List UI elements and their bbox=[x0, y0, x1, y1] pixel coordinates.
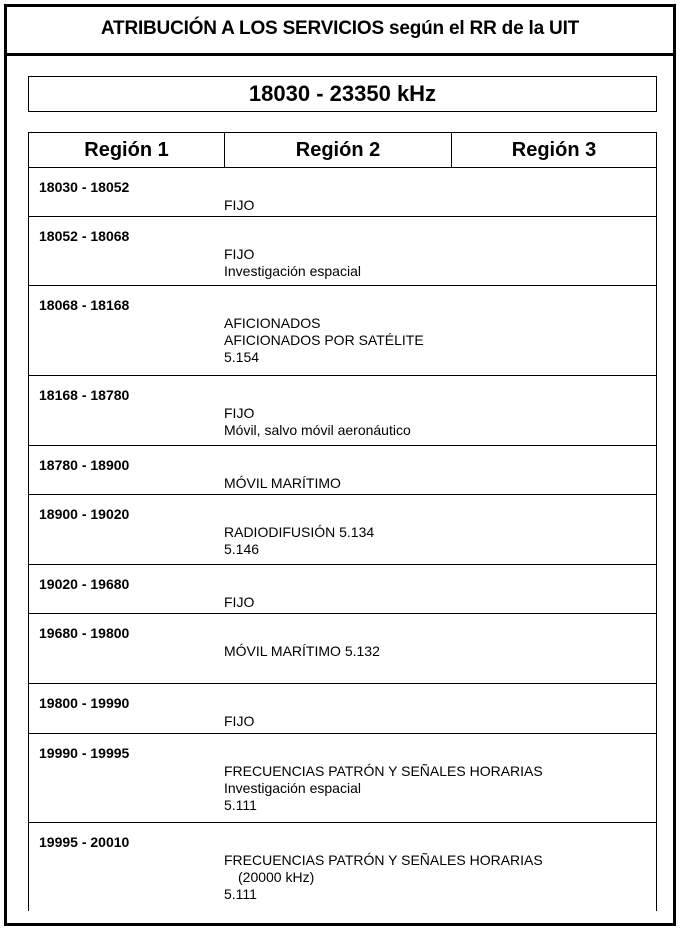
service-list bbox=[224, 475, 341, 492]
service-entry: (20000 kHz) bbox=[238, 869, 315, 885]
frequency-range: 18068 - 18168 bbox=[39, 297, 130, 313]
service-entry: Investigación espacial bbox=[224, 780, 361, 796]
service-entry: FIJO bbox=[224, 713, 255, 729]
column-header-region-2: Región 2 bbox=[225, 133, 452, 167]
service-entry: 5.146 bbox=[224, 541, 260, 557]
table-row bbox=[29, 495, 656, 565]
table-row bbox=[29, 286, 656, 376]
service-entry: FIJO bbox=[224, 197, 255, 213]
frequency-range: 19990 - 19995 bbox=[39, 745, 130, 761]
table-row bbox=[29, 734, 656, 823]
service-entry: FIJO bbox=[224, 405, 255, 421]
service-entry: MÓVIL MARÍTIMO 5.132 bbox=[224, 643, 380, 659]
table-row bbox=[29, 614, 656, 684]
table-header bbox=[29, 133, 656, 168]
service-list bbox=[224, 643, 380, 660]
page-title: ATRIBUCIÓN A LOS SERVICIOS según el RR de la UIT bbox=[4, 4, 676, 56]
frequency-range: 18900 - 19020 bbox=[39, 506, 130, 522]
frequency-range: 18052 - 18068 bbox=[39, 228, 130, 244]
service-entry: Investigación espacial bbox=[224, 263, 361, 279]
table-row bbox=[29, 823, 656, 911]
table-row bbox=[29, 376, 656, 446]
frequency-range: 19995 - 20010 bbox=[39, 834, 130, 850]
frequency-range: 19020 - 19680 bbox=[39, 576, 130, 592]
service-entry: FIJO bbox=[224, 246, 255, 262]
table-row bbox=[29, 168, 656, 217]
table-row bbox=[29, 684, 656, 734]
column-header-region-1: Región 1 bbox=[29, 133, 225, 167]
service-entry: 5.111 bbox=[224, 797, 257, 813]
service-entry: AFICIONADOS bbox=[224, 315, 321, 331]
service-list bbox=[224, 197, 254, 214]
service-entry: FIJO bbox=[224, 594, 255, 610]
service-entry: AFICIONADOS POR SATÉLITE bbox=[224, 332, 424, 348]
service-list bbox=[224, 852, 543, 903]
frequency-range: 18030 - 18052 bbox=[39, 179, 130, 195]
service-list bbox=[224, 405, 411, 439]
allocation-table bbox=[28, 132, 657, 911]
service-entry: RADIODIFUSIÓN 5.134 bbox=[224, 524, 375, 540]
frequency-range: 18168 - 18780 bbox=[39, 387, 130, 403]
table-row bbox=[29, 446, 656, 495]
service-list bbox=[224, 315, 424, 366]
column-header-region-3: Región 3 bbox=[511, 138, 597, 161]
frequency-range: 19680 - 19800 bbox=[39, 625, 130, 641]
service-entry: Móvil, salvo móvil aeronáutico bbox=[224, 422, 411, 438]
service-list bbox=[224, 524, 374, 558]
frequency-range: 18780 - 18900 bbox=[39, 457, 130, 473]
service-list bbox=[224, 594, 254, 611]
frequency-range: 19800 - 19990 bbox=[39, 695, 130, 711]
table-row bbox=[29, 565, 656, 614]
service-list bbox=[224, 246, 361, 280]
table-row bbox=[29, 217, 656, 286]
service-entry: FRECUENCIAS PATRÓN Y SEÑALES HORARIAS bbox=[224, 852, 543, 868]
service-list bbox=[224, 763, 543, 814]
service-list bbox=[224, 713, 254, 730]
service-entry: 5.154 bbox=[224, 349, 260, 365]
band-title: 18030 - 23350 kHz bbox=[28, 76, 657, 112]
service-entry: 5.111 bbox=[224, 886, 257, 902]
service-entry: FRECUENCIAS PATRÓN Y SEÑALES HORARIAS bbox=[224, 763, 543, 779]
service-entry: MÓVIL MARÍTIMO bbox=[224, 475, 341, 491]
